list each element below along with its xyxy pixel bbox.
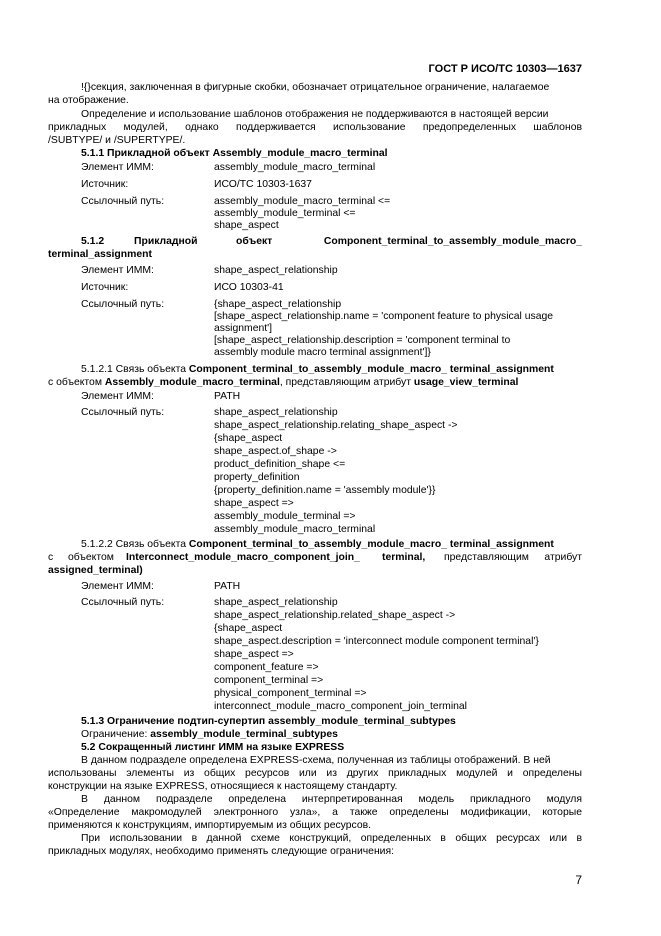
s5122-ref-line: component_terminal => xyxy=(214,675,324,686)
s5122-ref-line: physical_component_terminal => xyxy=(214,688,367,699)
s5121-ref-line: product_definition_shape <= xyxy=(214,459,346,470)
section-511-heading: 5.1.1 Прикладной объект Assembly_module_macro_terminal xyxy=(81,148,388,159)
s512-ref-line: {shape_aspect_relationship xyxy=(214,299,342,310)
s5122-line1: 5.1.2.2 Связь объекта Component_terminal_to_assembly_module_macro_ terminal_assignment xyxy=(81,539,554,550)
s52-p3-line1: При использовании в данной схеме конструкций, определенных в общих ресурсах или в xyxy=(81,833,582,844)
s512-heading-word: объект xyxy=(236,236,273,247)
s52-p2-line2: «Определение макромодулей электронного узла», а также определены модификации, которые xyxy=(48,807,582,818)
s5121-aim-value: PATH xyxy=(214,391,241,402)
s511-source-value: ИСО/ТС 10303-1637 xyxy=(214,179,312,190)
s511-aim-value: assembly_module_macro_terminal xyxy=(214,162,376,173)
s512-ref-line: [shape_aspect_relationship.description = 'component terminal to xyxy=(214,335,511,346)
s5121-ref-line: assembly_module_macro_terminal xyxy=(214,524,376,535)
document-code: ГОСТ Р ИСО/ТС 10303—1637 xyxy=(428,63,582,75)
s512-heading-num: 5.1.2 xyxy=(81,236,105,247)
s512-aim-label: Элемент ИММ: xyxy=(81,265,154,276)
s52-p1-line2: использованы элементы из общих ресурсов или из других прикладных модулей и определены xyxy=(48,768,582,779)
s5121-line1: 5.1.2.1 Связь объекта Component_terminal_to_assembly_module_macro_ terminal_assignment xyxy=(81,364,554,375)
s5122-ref-line: shape_aspect.description = 'interconnect module component terminal'} xyxy=(214,636,539,647)
s5121-ref-line: {shape_aspect xyxy=(214,433,283,444)
s5122-ref-label: Ссылочный путь: xyxy=(81,597,165,608)
s5122-ref-line: shape_aspect_relationship xyxy=(214,597,338,608)
s512-heading-line2: terminal_assignment xyxy=(48,249,152,260)
s5121-ref-line: property_definition xyxy=(214,472,300,483)
s52-p2-line1: В данном подразделе определена интерпретированная модель прикладного модуля xyxy=(81,794,582,805)
intro-p1-line2: на отображение. xyxy=(48,95,129,106)
s52-p3-line2: прикладных модулях, необходимо применять следующие ограничения: xyxy=(48,846,395,857)
s513-constraint: Ограничение: assembly_module_terminal_subtypes xyxy=(81,729,338,740)
s5122-ref-line: shape_aspect => xyxy=(214,649,294,660)
s5122-ref-line: shape_aspect_relationship.related_shape_aspect -> xyxy=(214,610,456,621)
s512-ref-line: assembly module macro terminal assignment']} xyxy=(214,347,431,358)
s511-ref-line: assembly_module_macro_terminal <= xyxy=(214,196,391,207)
s511-source-label: Источник: xyxy=(81,179,129,190)
s5121-ref-line: {property_definition.name = 'assembly module'}} xyxy=(214,485,436,496)
s5121-aim-label: Элемент ИММ: xyxy=(81,391,154,402)
section-513-heading: 5.1.3 Ограничение подтип-супертип assembly_module_terminal_subtypes xyxy=(81,716,456,727)
s512-heading-word: Прикладной xyxy=(134,236,198,247)
intro-p2-line3: /SUBTYPE/ и /SUPERTYPE/. xyxy=(48,135,186,146)
s5122-word: атрибут xyxy=(544,552,582,563)
s512-ref-line: assignment'] xyxy=(214,323,273,334)
s5122-word: объектом xyxy=(68,552,114,563)
intro-p1-line1: !{}секция, заключенная в фигурные скобки, обозначает отрицательное ограничение, налагаемое xyxy=(81,82,550,93)
s512-ref-line: [shape_aspect_relationship.name = 'component feature to physical usage xyxy=(214,311,554,322)
s512-heading-name: Component_terminal_to_assembly_module_macro_ xyxy=(323,236,582,247)
section-52-heading: 5.2 Сокращенный листинг ИММ на языке EXPRESS xyxy=(81,742,345,753)
s5122-aim-label: Элемент ИММ: xyxy=(81,581,154,592)
s5121-ref-line: shape_aspect => xyxy=(214,498,294,509)
s512-aim-value: shape_aspect_relationship xyxy=(214,265,338,276)
s511-aim-label: Элемент ИММ: xyxy=(81,162,154,173)
page-number: 7 xyxy=(575,873,582,887)
s5122-ref-line: {shape_aspect xyxy=(214,623,283,634)
intro-p2-line1: Определение и использование шаблонов отображения не поддерживаются в настоящей версии xyxy=(81,109,549,120)
s5122-word: представляющим xyxy=(444,552,529,563)
s5121-ref-line: shape_aspect_relationship.relating_shape_aspect -> xyxy=(214,420,458,431)
s5122-ref-line: interconnect_module_macro_component_join_terminal xyxy=(214,701,467,712)
s5122-word: с xyxy=(48,552,54,563)
s5122-object-name: Interconnect_module_macro_component_join_ xyxy=(126,552,360,563)
s5121-line2: с объектом Assembly_module_macro_terminal, представляющим атрибут usage_view_terminal xyxy=(48,377,519,388)
s511-ref-line: assembly_module_terminal <= xyxy=(214,208,356,219)
s512-source-value: ИСО 10303-41 xyxy=(214,282,284,293)
s52-p2-line3: применяются к конструкциям, импортируемым из общих ресурсов. xyxy=(48,820,372,831)
s512-ref-label: Ссылочный путь: xyxy=(81,299,165,310)
s5121-ref-label: Ссылочный путь: xyxy=(81,407,165,418)
s5122-aim-value: PATH xyxy=(214,581,241,592)
s5121-ref-line: shape_aspect_relationship xyxy=(214,407,338,418)
s52-p1-line1: В данном подразделе определена EXPRESS-схема, полученная из таблицы отображений. В ней xyxy=(81,755,551,766)
s511-ref-line: shape_aspect xyxy=(214,220,279,231)
s5122-object-name-end: terminal, xyxy=(382,552,426,563)
s52-p1-line3: конструкции на языке EXPRESS, относящиеся к настоящему стандарту. xyxy=(48,781,398,792)
s512-source-label: Источник: xyxy=(81,282,129,293)
s5121-ref-line: assembly_module_terminal => xyxy=(214,511,356,522)
s511-ref-label: Ссылочный путь: xyxy=(81,196,165,207)
intro-p2-line2: прикладных модулей, однако поддерживается использование предопределенных шаблонов xyxy=(48,122,582,133)
s5122-line3: assigned_terminal) xyxy=(48,565,143,576)
s5121-ref-line: shape_aspect.of_shape -> xyxy=(214,446,337,457)
s5122-ref-line: component_feature => xyxy=(214,662,319,673)
